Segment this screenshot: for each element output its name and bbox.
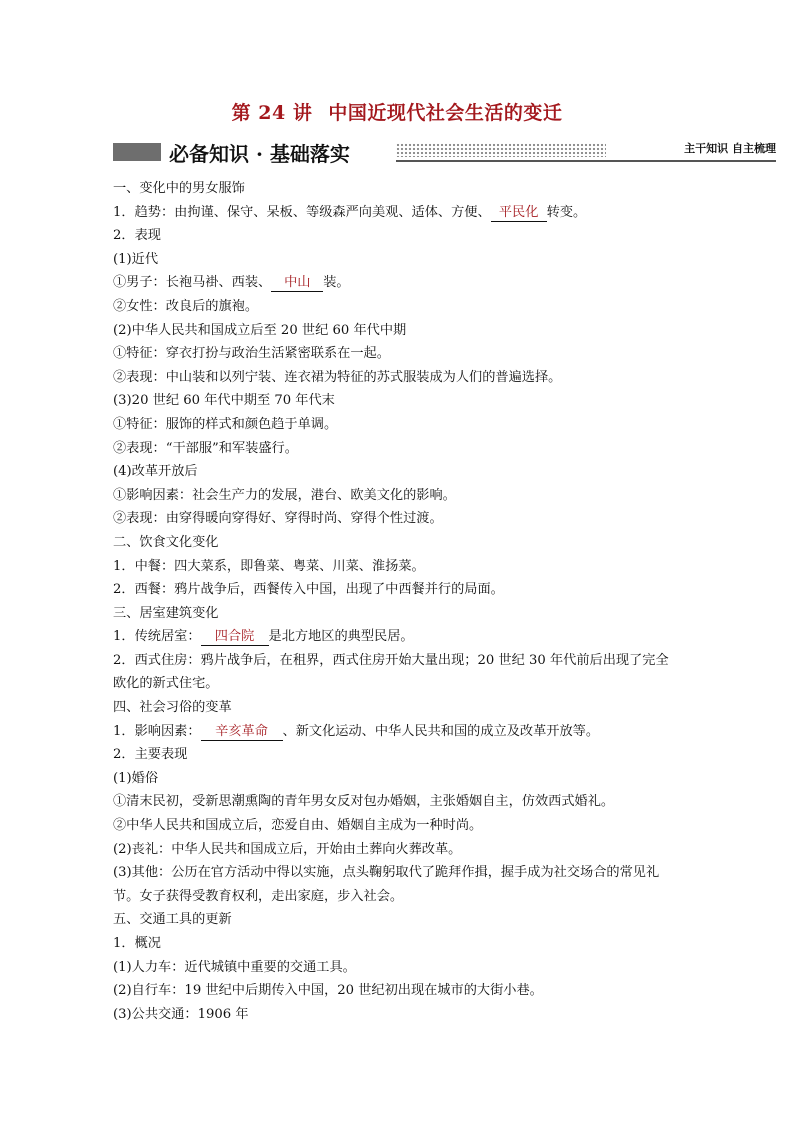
paragraph xyxy=(113,720,679,744)
section-heading: 五、交通工具的更新 xyxy=(113,912,232,928)
paragraph: (3)其他：公历在官方活动中得以实施，点头鞠躬取代了跪拜作揖，握手成为社交场合的常见礼节。女子获得受教育权利，走出家庭，步入社会。 xyxy=(113,865,660,904)
paragraph: (3)公共交通：1906 年 xyxy=(113,1006,249,1022)
text: ①男子：长袍马褂、西装、 xyxy=(113,275,272,291)
text: 1．趋势：由拘谨、保守、呆板、等级森严向美观、适体、方便、 xyxy=(113,204,491,220)
lecture-title xyxy=(0,98,794,125)
section-heading: 三、居室建筑变化 xyxy=(113,605,219,621)
paragraph: (1)近代 xyxy=(113,251,159,267)
paragraph: 2．主要表现 xyxy=(113,747,188,763)
paragraph: ②表现：“干部服”和军装盛行。 xyxy=(113,440,298,456)
paragraph: ②表现：中山装和以列宁装、连衣裙为特征的苏式服装成为人们的普遍选择。 xyxy=(113,369,562,385)
paragraph: 2．西式住房：鸦片战争后，在租界，西式住房开始大量出现；20 世纪 30 年代前后出现了完全欧化的新式住宅。 xyxy=(113,652,669,692)
banner-heading: 必备知识 · 基础落实 xyxy=(169,142,350,166)
paragraph: 1．概况 xyxy=(113,936,161,951)
document-body xyxy=(113,177,679,1026)
paragraph: (4)改革开放后 xyxy=(113,464,198,480)
paragraph: ①特征：穿衣打扮与政治生活紧密联系在一起。 xyxy=(113,346,390,362)
section-banner xyxy=(113,138,776,168)
paragraph xyxy=(113,271,679,295)
text: 1．影响因素： xyxy=(113,723,201,739)
banner-right-label: 主干知识 自主梳理 xyxy=(684,142,776,155)
banner-dot-pattern xyxy=(396,143,606,157)
section-heading: 一、变化中的男女服饰 xyxy=(113,181,245,196)
paragraph: 1．中餐：四大菜系，即鲁菜、粤菜、川菜、淮扬菜。 xyxy=(113,558,425,574)
banner-rule xyxy=(396,160,776,162)
paragraph xyxy=(113,201,679,225)
paragraph: (1)婚俗 xyxy=(113,770,159,786)
paragraph: ②女性：改良后的旗袍。 xyxy=(113,298,259,314)
text: 、新文化运动、中华人民共和国的成立及改革开放等。 xyxy=(282,723,600,739)
answer-blank: 四合院 xyxy=(201,628,269,646)
answer-blank: 中山 xyxy=(271,274,323,292)
text: 是北方地区的典型民居。 xyxy=(268,629,414,645)
paragraph: 2．表现 xyxy=(113,228,161,244)
text: 1．传统居室： xyxy=(113,629,201,645)
paragraph: (3)20 世纪 60 年代中期至 70 年代末 xyxy=(113,393,335,409)
section-heading: 四、社会习俗的变革 xyxy=(113,700,232,716)
paragraph: ②中华人民共和国成立后，恋爱自由、婚姻自主成为一种时尚。 xyxy=(113,818,483,834)
paragraph: ①影响因素：社会生产力的发展，港台、欧美文化的影响。 xyxy=(113,487,456,503)
lecture-name: 中国近现代社会生活的变迁 xyxy=(328,102,563,124)
answer-blank: 平民化 xyxy=(491,204,547,222)
paragraph: (2)中华人民共和国成立后至 20 世纪 60 年代中期 xyxy=(113,322,407,338)
paragraph: 2．西餐：鸦片战争后，西餐传入中国，出现了中西餐并行的局面。 xyxy=(113,582,504,598)
paragraph: ①清末民初，受新思潮熏陶的青年男女反对包办婚姻，主张婚姻自主，仿效西式婚礼。 xyxy=(113,794,615,810)
banner-gray-block xyxy=(113,143,161,161)
paragraph: (2)自行车：19 世纪中后期传入中国，20 世纪初出现在城市的大街小巷。 xyxy=(113,983,543,999)
section-heading: 二、饮食文化变化 xyxy=(113,534,219,550)
lecture-number: 第 24 讲 xyxy=(231,102,313,124)
paragraph: ①特征：服饰的样式和颜色趋于单调。 xyxy=(113,416,338,432)
text: 转变。 xyxy=(546,204,587,220)
paragraph: (1)人力车：近代城镇中重要的交通工具。 xyxy=(113,959,356,975)
paragraph: (2)丧礼：中华人民共和国成立后，开始由土葬向火葬改革。 xyxy=(113,841,462,857)
answer-blank: 辛亥革命 xyxy=(201,723,283,741)
paragraph: ②表现：由穿得暖向穿得好、穿得时尚、穿得个性过渡。 xyxy=(113,511,443,527)
text: 装。 xyxy=(323,275,350,291)
paragraph xyxy=(113,625,679,649)
